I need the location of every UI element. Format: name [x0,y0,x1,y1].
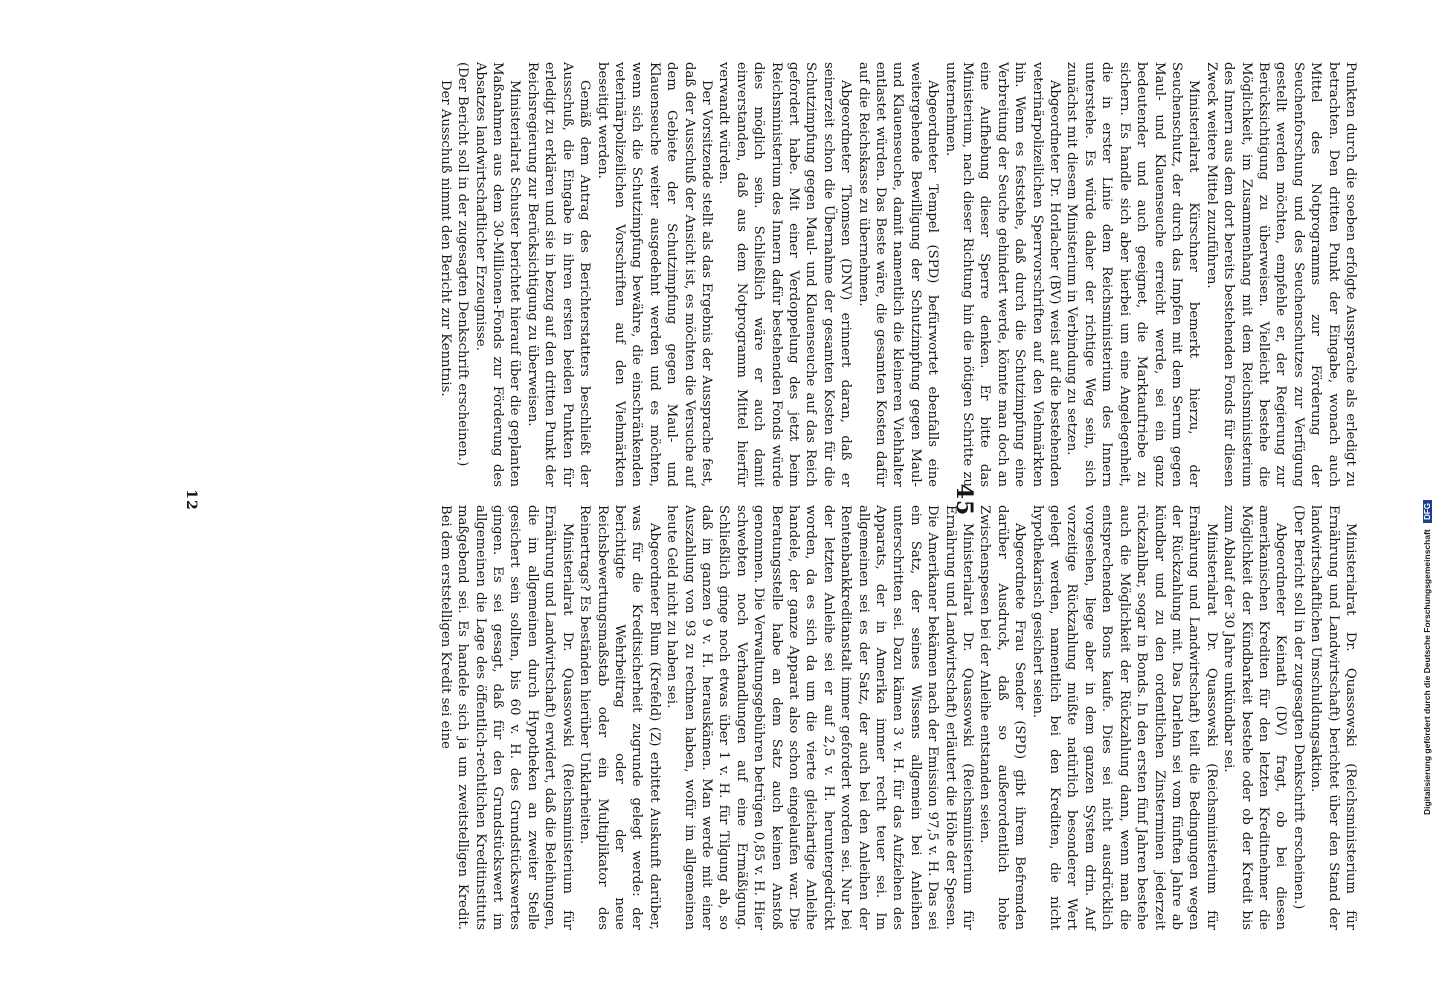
page-number-top: 45 [951,483,977,517]
document-page [67,50,1367,950]
right-paragraph: Ministerialrat Dr. Quassowski (Reichsministerium für Ernährung und Landwirtschaft) teilt die Bedingungen wegen der Rückzahlung mit. Das Darlehn sei vom fünften Jahre ab kündbar und zu den ordentlichen Zinsterminen jederzeit rückzahlbar, sogar in Bonds. In den ersten fünf Jahren bestehe auch die Möglichkeit der Rückzahlung dann, wenn man die entsprechenden Bons kaufe. Dies sei nicht ausdrücklich vorgesehen, liege aber in dem ganzen System drin. Auf vorzeitige Rückzahlung müßte natürlich besonderer Wert gelegt werden, namentlich bei den Krediten, die nicht hypothekarisch gesichert seien. [1029,505,1219,930]
right-paragraph: (Der Bericht soll in der zugesagten Denkschrift erscheinen.) [1290,505,1306,910]
left-paragraph: Der Ausschuß nimmt den Bericht zur Kenntnis. [437,80,453,397]
left-paragraph: Ministerialrat Kürschner bemerkt hierzu, der Seuchenschutz, der durch das Impfen mit dem Serum gegen Maul- und Klauenseuche erreicht werde, sei ein ganz bedeutender und auch geeignet, die Marktauftriebe zu sichern. Es handle sich aber hierbei um eine Angelegenheit, die in erster Linie dem Reichsministerium des Innern unterstehe. Es würde daher der richtige Weg sein, sich zunächst mit diesem Ministerium in Verbindung zu setzen. [1064,62,1202,487]
left-paragraph: Abgeordneter Dr. Horlacher (BV) weist auf die bestehenden veterinärpolizeilichen Sperrvorschriften auf den Viehmärkten hin. Wenn es feststehe, daß durch die Schutzimpfung eine Verbreitung der Seuche gehindert werde, könnte man doch an eine Aufhebung dieser Sperre denken. Er bitte das Ministerium, nach dieser Richtung hin die nötigen Schritte zu unternehmen. [942,62,1063,487]
left-paragraph: Abgeordneter Tempel (SPD) befürwortet ebenfalls eine weitergehende Bewilligung der Schutzimpfung gegen Maul- und Klauenseuche, damit namentlich die kleineren Viehhalter entlastet würden. Das Beste wäre, die gesamten Kosten dafür auf die Reichskasse zu übernehmen. [855,62,941,487]
left-paragraph: Gemäß dem Antrag des Berichterstatters beschließt der Ausschuß, die Eingabe in ihren ersten beiden Punkten für erledigt zu erklären und sie in bezug auf den dritten Punkt der Reichsregierung zur Berücksichtigung zu überweisen. [524,62,593,487]
digitization-footer [1422,500,1432,815]
left-column [209,62,1359,487]
left-paragraph: Punkten durch die soeben erfolgte Aussprache als erledigt zu betrachten. Den dritten Punkt der Eingabe, wonach auch Mittel des Notprogramms zur Förderung der Seuchenforschung und des Seuchenschutzes zur Verfügung gestellt werden möchten, empfehle er, der Regierung zur Berücksichtigung zu überweisen. Vielleicht bestehe die Möglichkeit, im Zusammenhang mit dem Reichsministerium des Innern aus dem dort bereits bestehenden Fonds für diesen Zweck weitere Mittel zuzuführen. [1203,62,1358,487]
left-paragraph: Ministerialrat Schuster berichtet hierauf über die geplanten Maßnahmen aus dem 30-Millionen-Fonds zur Förderung des Absatzes landwirtschaftlicher Erzeugnisse. [472,62,523,487]
left-paragraph: Abgeordneter Thomsen (DNV) erinnert daran, daß er seinerzeit schon die Übernahme der gesamten Kosten für die Schutzimpfung gegen Maul- und Klauenseuche auf das Reich gefordert habe. Mit einer Verdoppelung des jetzt beim Reichsministerium des Innern dafür bestehenden Fonds würde dies möglich sein. Schließlich wäre er auch damit einverstanden, daß aus dem Notprogramm Mittel hierfür verwandt würden. [716,62,854,487]
digitization-note: Digitalisierung gefördert durch die Deutsche Forschungsgemeinschaft [1422,529,1432,816]
left-paragraph: Der Vorsitzende stellt als das Ergebnis der Aussprache fest, daß der Ausschuß der Ansicht ist, es möchten die Versuche auf dem Gebiete der Schutzimpfung gegen Maul- und Klauenseuche weiter ausgedehnt werden und es möchten, wenn sich die Schutzimpfung bewähre, die einschränkenden veterinärpolizeilichen Vorschriften auf den Viehmärkten beseitigt werden. [594,62,714,487]
right-paragraph: Abgeordneter Keinath (DV) fragt, ob bei diesen amerikanischen Krediten für den letzten Kreditnehmer die Möglichkeit der Kündbarkeit bestehe oder ob der Kredit bis zum Ablauf der 30 Jahre unkündbar sei. [1221,505,1289,930]
right-paragraph: Ministerialrat Dr. Quassowski (Reichsministerium für Ernährung und Landwirtschaft) erläutert die Höhe der Spesen. Die Amerikaner bekämen nach der Emission 97,5 v. H. Das sei ein Satz, der seines Wissens allgemein bei Anleihen unterschritten sei. Dazu kämen 3 v. H. für das Aufziehen des Apparats, der in Amerika immer recht teuer sei. Im allgemeinen sei es der Satz, der auch bei den Anleihen der Rentenbankkreditanstalt immer gefordert worden sei. Nur bei der letzten Anleihe sei er auf 2,5 v. H. heruntergedrückt worden, da es sich da um die vierte gleichartige Anleihe handele, der ganze Apparat also schon eingelaufen war. Die Beratungsstelle habe an dem Satz auch keinen Anstoß genommen. Die Verwaltungsgebühren betrügen 0,85 v. H. Hier schwebten noch Verhandlungen auf eine Ermäßigung. Schließlich ginge noch etwas über 1 v. H. für Tilgung ab, so daß im ganzen 9 v. H. herauskämen. Man werde mit einer Auszahlung von 93 zu rechnen haben, wofür im allgemeinen heute Geld nicht zu haben sei. [664,505,976,930]
right-paragraph: Ministerialrat Dr. Quassowski (Reichsministerium für Ernährung und Landwirtschaft) erwidert, daß die Beleihungen, die im allgemeinen durch Hypotheken an zweiter Stelle gesichert sein sollten, bis 60 v. H. des Grundstückswertes gingen. Es sei gesagt, daß für den Grundstückswert im allgemeinen die Lage des öffentlich-rechtlichen Kreditinstituts maßgebend sei. Es handele sich ja um zweitstelligen Kredit. Bei dem erststelligen Kredit sei eine [437,505,575,930]
right-column [209,505,1359,930]
left-paragraph: (Der Bericht soll in der zugesagten Denkschrift erscheinen.) [455,62,471,467]
dfg-logo: DFG [1423,500,1432,523]
right-paragraph: Abgeordnete Frau Sender (SPD) gibt ihrem Befremden darüber Ausdruck, daß so außerordentlich hohe Zwischenspesen bei der Anleihe entstanden seien. [977,505,1028,930]
page-number-bottom: 12 [183,489,199,511]
right-paragraph: Ministerialrat Dr. Quassowski (Reichsministerium für Ernährung und Landwirtschaft) berichtet über den Stand der landwirtschaftlichen Umschuldungsaktion. [1308,505,1358,930]
right-paragraph: Abgeordneter Blum (Krefeld) (Z) erbittet Auskunft darüber, was für die Kreditsicherheit zugrunde gelegt werde: der berichtigte Wehrbeitrag oder der neue Reichsbewertungsmaßstab oder ein Multiplikator des Reinertrags? Es beständen hierüber Unklarheiten. [577,505,662,930]
